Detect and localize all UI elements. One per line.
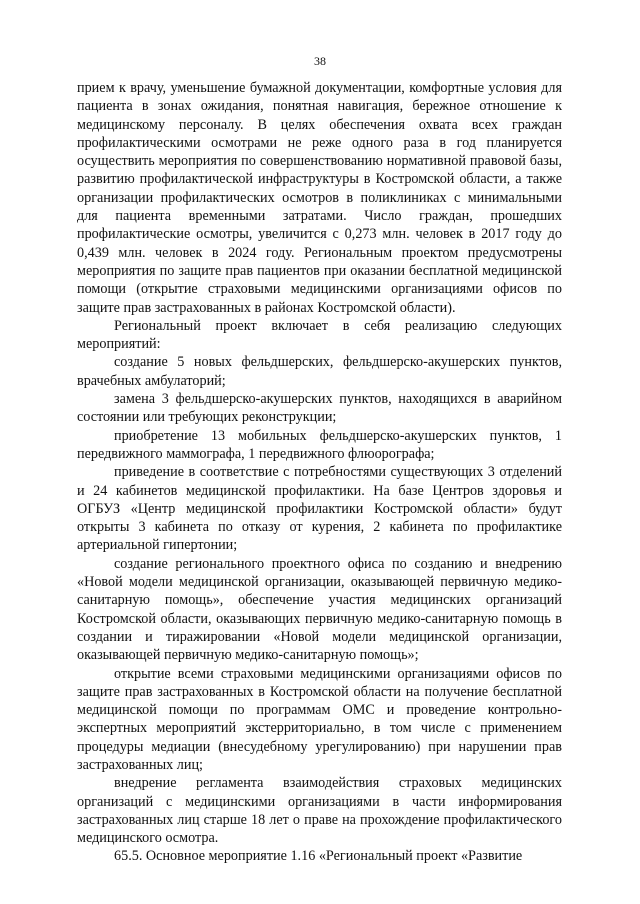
paragraph-project-includes: Региональный проект включает в себя реализацию следующих мероприятий: [77, 317, 562, 353]
paragraph-project-office: создание регионального проектного офиса по созданию и внедрению «Новой модели медицинской организации, оказывающей первичную медико-санитарную помощь», обеспечение участия медицинских организаций Костромской области, оказывающих первичную медико-санитарную помощь в создании и тиражировании «Новой модели медицинской организации, оказывающей первичную медико-санитарную помощь»; [77, 555, 562, 664]
paragraph-regulation: внедрение регламента взаимодействия страховых медицинских организаций с медицинскими организациями в части информирования застрахованных лиц старше 18 лет о праве на прохождение профилактического медицинского осмотра. [77, 775, 562, 847]
paragraph-main-activity: 65.5. Основное мероприятие 1.16 «Региональный проект «Развитие [114, 848, 523, 865]
paragraph-new-feldsher-points: создание 5 новых фельдшерских, фельдшерско-акушерских пунктов, врачебных амбулаторий; [77, 354, 562, 389]
page-number: 38 [314, 54, 326, 68]
paragraph-insurance-offices: открытие всеми страховыми медицинскими организациями офисов по защите прав застрахованных в Костромской области на получение бесплатной медицинской помощи по программам ОМС и проведение контрольно-экспертных мероприятий экстерриториально, в том числе с применением процедуры медиации (внесудебному урегулированию) при нарушении прав застрахованных лиц; [77, 665, 562, 773]
paragraph-replacement: замена 3 фельдшерско-акушерских пунктов, находящихся в аварийном состоянии или требующих реконструкции; [77, 391, 562, 426]
paragraph-intro: прием к врачу, уменьшение бумажной документации, комфортные условия для пациента в зонах ожидания, понятная навигация, бережное отношение к медицинскому персоналу. В целях обеспечения охвата всех граждан профилактическими осмотрами не реже одного раза в год планируется осуществить мероприятия по совершенствованию нормативной правовой базы, развитию профилактической инфраструктуры в Костромской области, а также организации профилактических осмотров в поликлиниках с минимальными для пациента временными затратами. Число граждан, прошедших профилактические осмотры, увеличится с 0,273 млн. человек в 2017 году до 0,439 млн. человек в 2024 году. Региональным проектом предусмотрены мероприятия по защите прав пациентов при оказании бесплатной медицинской помощи (открытие страховыми медицинскими организациями офисов по защите прав застрахованных в районах Костромской области). [77, 80, 562, 316]
paragraph-acquisition: приобретение 13 мобильных фельдшерско-акушерских пунктов, 1 передвижного маммографа, 1 передвижного флюорографа; [77, 427, 562, 462]
paragraph-prevention-units: приведение в соответствие с потребностями существующих 3 отделений и 24 кабинетов медицинской профилактики. На базе Центров здоровья и ОГБУЗ «Центр медицинской профилактики Костромской области» будут открыты 3 кабинета по отказу от курения, 2 кабинета по профилактике артериальной гипертонии; [77, 464, 562, 554]
body-text [77, 79, 562, 866]
